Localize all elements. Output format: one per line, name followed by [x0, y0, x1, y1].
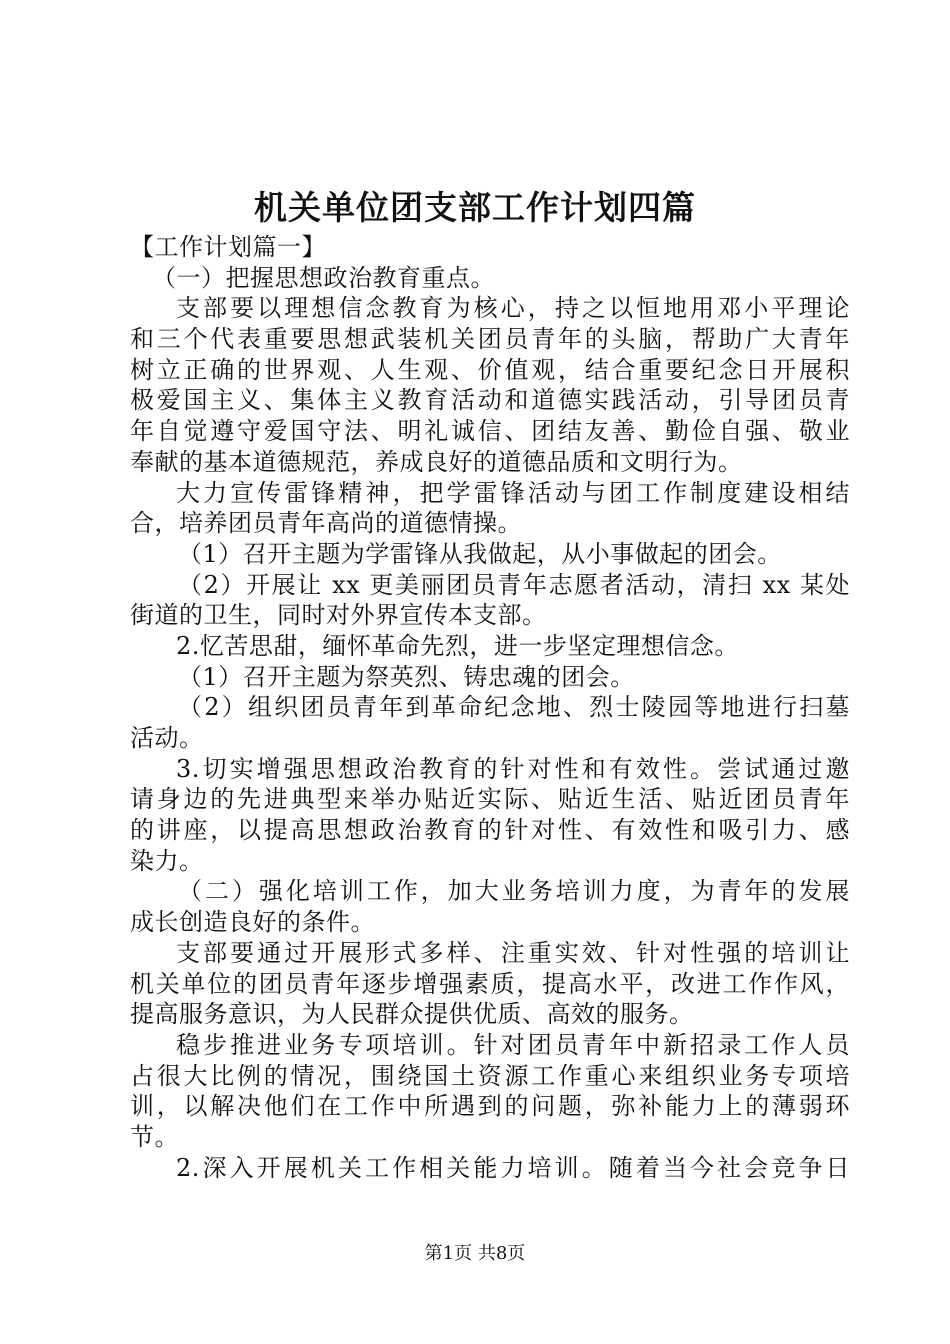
paragraph-line: 稳步推进业务专项培训。针对团员青年中新招录工作人员 [176, 1030, 850, 1059]
paragraph-line: 合，培养团员青年高尚的道德情操。 [130, 509, 522, 538]
section-heading: 【工作计划篇一】 [130, 233, 326, 261]
paragraph-line: 的讲座，以提高思想政治教育的针对性、有效性和吸引力、感 [130, 816, 850, 845]
paragraph-line: 年自觉遵守爱国守法、明礼诚信、团结友善、勤俭自强、敬业 [130, 417, 850, 446]
document-title: 机关单位团支部工作计划四篇 [254, 188, 696, 227]
paragraph-line: （2）开展让 xx 更美丽团员青年志愿者活动，清扫 xx 某处 [178, 570, 850, 599]
paragraph-line: 2.深入开展机关工作相关能力培训。随着当今社会竞争日 [176, 1153, 850, 1182]
paragraph-line: 占很大比例的情况，围绕国土资源工作重心来组织业务专项培 [130, 1061, 850, 1090]
paragraph-line: 支部要以理想信念教育为核心，持之以恒地用邓小平理论 [176, 294, 850, 323]
paragraph-line: 染力。 [130, 846, 204, 875]
paragraph-line: 训，以解决他们在工作中所遇到的问题，弥补能力上的薄弱环 [130, 1092, 850, 1121]
paragraph-line: 极爱国主义、集体主义教育活动和道德实践活动，引导团员青 [130, 386, 850, 415]
paragraph-line: 街道的卫生，同时对外界宣传本支部。 [130, 601, 547, 630]
paragraph-line: （1）召开主题为学雷锋从我做起，从小事做起的团会。 [178, 539, 782, 568]
paragraph-line: 提高服务意识，为人民群众提供优质、高效的服务。 [130, 1000, 694, 1029]
paragraph-line: （2）组织团员青年到革命纪念地、烈士陵园等地进行扫墓 [178, 693, 850, 722]
paragraph-line: 和三个代表重要思想武装机关团员青年的头脑，帮助广大青年 [130, 325, 850, 354]
paragraph-line: 树立正确的世界观、人生观、价值观，结合重要纪念日开展积 [130, 355, 850, 384]
paragraph-line: 奉献的基本道德规范，养成良好的道德品质和文明行为。 [130, 447, 743, 476]
section-heading: （二）强化培训工作，加大业务培训力度，为青年的发展 [178, 877, 850, 906]
page-footer: 第1页 共8页 [424, 1243, 526, 1264]
paragraph-line: 节。 [130, 1122, 179, 1151]
paragraph-line: 成长创造良好的条件。 [130, 908, 375, 937]
paragraph-line: 大力宣传雷锋精神，把学雷锋活动与团工作制度建设相结 [176, 478, 850, 507]
paragraph-line: 3.切实增强思想政治教育的针对性和有效性。尝试通过邀 [176, 754, 850, 783]
paragraph-line: 2.忆苦思甜，缅怀革命先烈，进一步坚定理想信念。 [176, 631, 739, 660]
document-body [130, 232, 850, 1183]
paragraph-line: 活动。 [130, 724, 204, 752]
paragraph-line: 机关单位的团员青年逐步增强素质，提高水平，改进工作作风， [130, 969, 850, 998]
paragraph-line: 请身边的先进典型来举办贴近实际、贴近生活、贴近团员青年 [130, 785, 850, 814]
paragraph-line: （一）把握思想政治教育重点。 [152, 263, 495, 292]
paragraph-line: 支部要通过开展形式多样、注重实效、针对性强的培训让 [176, 938, 850, 967]
paragraph-line: （1）召开主题为祭英烈、铸忠魂的团会。 [178, 662, 635, 691]
